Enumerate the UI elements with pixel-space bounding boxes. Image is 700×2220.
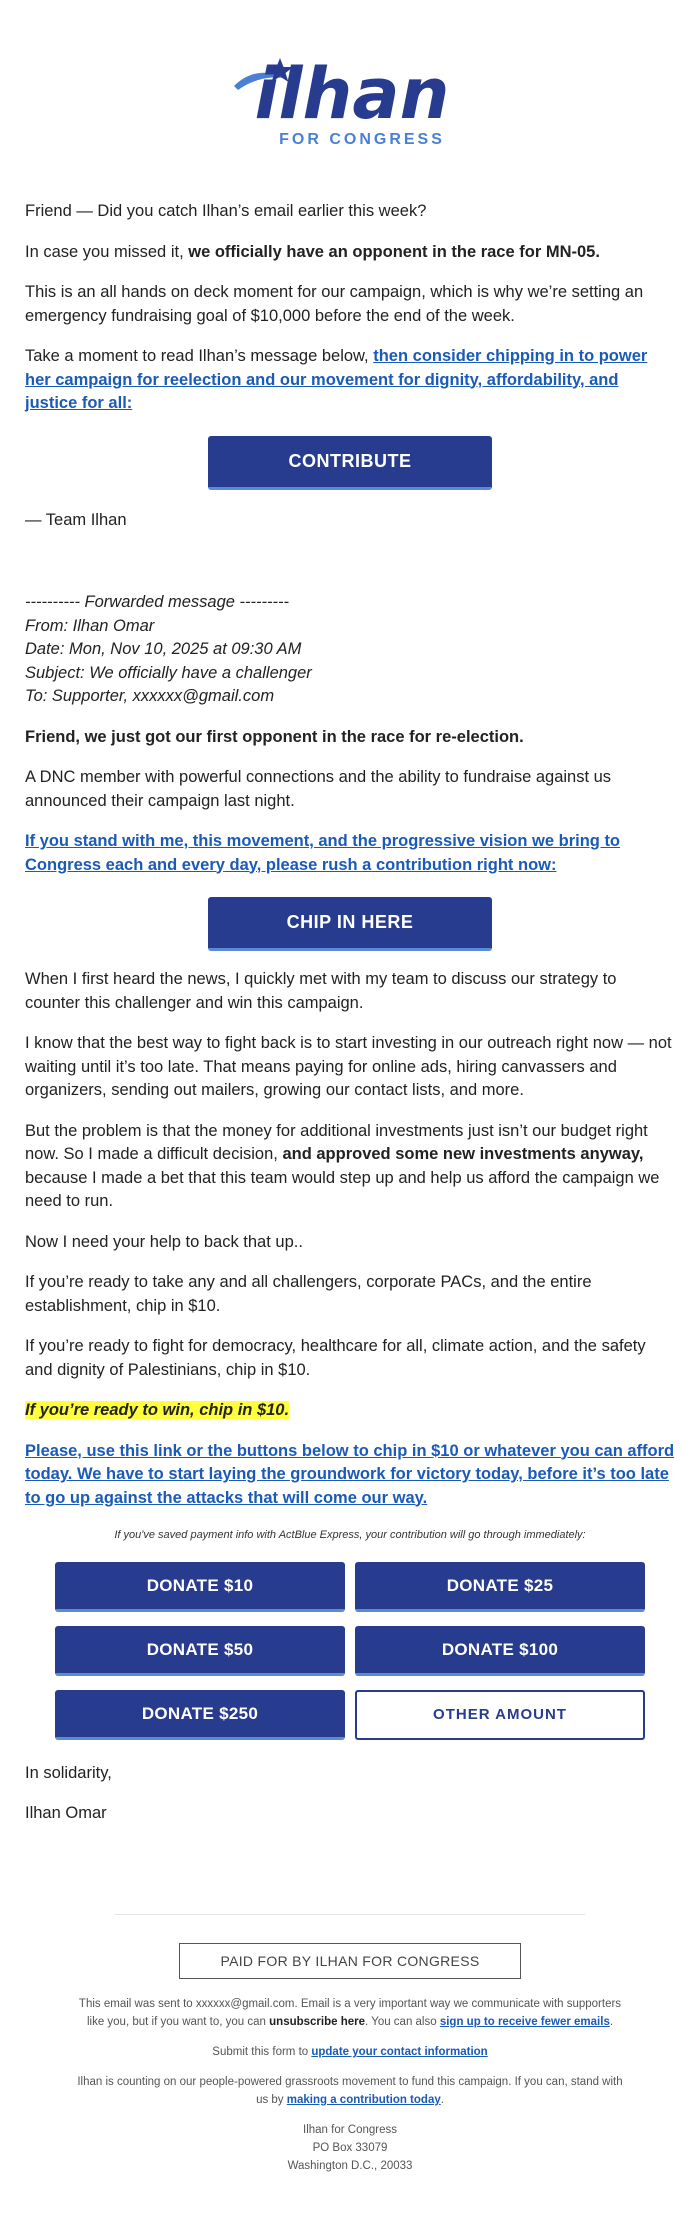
- sent-mid2: . You can also: [365, 2016, 440, 2028]
- sent-end: .: [609, 2016, 614, 2028]
- logo-wordmark: ilhan: [254, 53, 450, 135]
- footer-divider: [115, 1914, 585, 1915]
- sent-pre: This email was sent to: [78, 1998, 196, 2010]
- address-line: Ilhan for Congress: [303, 2124, 397, 2136]
- problem-text: But the problem is that the money for additional investments just isn’t our budget right now. So I made a difficult decision,: [25, 1121, 648, 1163]
- forwarded-to: To: Supporter, xxxxxx@gmail.com: [25, 687, 275, 705]
- chip-in-button[interactable]: CHIP IN HERE: [208, 897, 492, 951]
- other-amount-button[interactable]: OTHER AMOUNT: [355, 1690, 645, 1740]
- intro-p2-bold: we officially have an opponent in the race for MN-05.: [188, 242, 600, 261]
- forwarded-header-block: [25, 591, 675, 709]
- email-content: [25, 200, 675, 1826]
- donate-25-button[interactable]: DONATE $25: [355, 1562, 645, 1612]
- update-contact-link[interactable]: update your contact information: [311, 2046, 488, 2058]
- logo-mark: [230, 48, 470, 148]
- forwarded-date: Date: Mon, Nov 10, 2025 at 09:30 AM: [25, 640, 302, 658]
- donate-100-button[interactable]: DONATE $100: [355, 1626, 645, 1676]
- footer: [70, 1914, 630, 2175]
- footer-address: [70, 2121, 630, 2175]
- intro-p2-text: In case you missed it,: [25, 242, 189, 261]
- unsubscribe-link[interactable]: unsubscribe here: [269, 2016, 366, 2028]
- need-help-paragraph: Now I need your help to back that up..: [25, 1232, 303, 1251]
- intro-paragraph-4: [25, 345, 675, 416]
- donate-button-grid: [55, 1562, 645, 1740]
- counting-end: .: [440, 2094, 444, 2106]
- chip-in-link[interactable]: then consider chipping in to power her campaign for reelection and our movement for dignity, affordability, and justice for all:: [25, 347, 648, 412]
- problem-bold: and approved some new investments anyway,: [282, 1145, 644, 1163]
- counting-pre: Ilhan is counting on our people-powered grassroots movement to fund this campaign. If you can, stand with us by: [77, 2076, 623, 2106]
- ready-paragraph-2: If you’re ready to fight for democracy, healthcare for all, climate action, and the safety and dignity of Palestinians, chip in $10.: [25, 1337, 646, 1379]
- investing-paragraph: I know that the best way to fight back is to start investing in our outreach right now — not waiting until it’s too late. That means paying for online ads, hiring canvassers and organizers, sending out mailers, growing our contact lists, and more.: [25, 1034, 672, 1099]
- signature: Ilhan Omar: [25, 1804, 107, 1822]
- paid-for-by-box: PAID FOR BY ILHAN FOR CONGRESS: [179, 1943, 521, 1979]
- first-heard-paragraph: When I first heard the news, I quickly met with my team to discuss our strategy to counter this challenger and win this campaign.: [25, 970, 617, 1012]
- team-signoff: — Team Ilhan: [25, 510, 127, 529]
- highlight-text: If you’re ready to win, chip in $10.: [25, 1401, 290, 1419]
- intro-paragraph-3: This is an all hands on deck moment for our campaign, which is why we’re setting an emergency fundraising goal of $10,000 before the end of the week.: [25, 283, 644, 325]
- intro-p4-text: Take a moment to read Ilhan’s message below,: [25, 347, 374, 365]
- forwarded-subject: Subject: We officially have a challenger: [25, 663, 312, 682]
- footer-counting-line: [70, 2073, 630, 2109]
- dnc-paragraph: A DNC member with powerful connections and the ability to fundraise against us announced their campaign last night.: [25, 768, 612, 810]
- closing: In solidarity,: [25, 1763, 112, 1782]
- footer-sent-notice: [70, 1995, 630, 2031]
- lead-bold: Friend, we just got our first opponent in the race for re-election.: [25, 727, 524, 746]
- ilhan-logo: [0, 48, 700, 148]
- contribute-button[interactable]: CONTRIBUTE: [208, 436, 492, 490]
- stand-with-me-link[interactable]: If you stand with me, this movement, and the progressive vision we bring to Congress each and every day, please rush a contribution right now:: [25, 832, 621, 874]
- make-contribution-link[interactable]: making a contribution today: [286, 2094, 441, 2106]
- recipient-email: xxxxxx@gmail.com: [195, 1998, 295, 2010]
- footer-update-line: [70, 2043, 630, 2061]
- address-line: Washington D.C., 20033: [287, 2160, 413, 2172]
- donate-250-button[interactable]: DONATE $250: [55, 1690, 345, 1740]
- actblue-express-note: If you've saved payment info with ActBlue Express, your contribution will go through immediately:: [114, 1529, 586, 1541]
- sent-mid: . Email is a very important way we communicate with supporters like you, but if you want to, you can: [86, 1998, 622, 2028]
- address-line: PO Box 33079: [312, 2142, 388, 2154]
- forwarded-from: From: Ilhan Omar: [25, 616, 155, 635]
- forwarded-divider: ---------- Forwarded message ---------: [25, 593, 289, 611]
- intro-paragraph-2: [25, 241, 675, 265]
- problem-text-end: because I made a bet that this team would step up and help us afford the campaign we need to run.: [25, 1168, 660, 1210]
- donate-10-button[interactable]: DONATE $10: [55, 1562, 345, 1612]
- fewer-emails-link[interactable]: sign up to receive fewer emails: [439, 2016, 610, 2028]
- problem-paragraph: [25, 1120, 675, 1214]
- ready-paragraph-1: If you’re ready to take any and all challengers, corporate PACs, and the entire establishment, chip in $10.: [25, 1273, 592, 1315]
- submit-pre: Submit this form to: [212, 2046, 312, 2058]
- logo-tagline: FOR CONGRESS: [279, 131, 445, 148]
- please-chip-in-link[interactable]: Please, use this link or the buttons below to chip in $10 or whatever you can afford today. We have to start laying the groundwork for victory today, before it’s too late to go up against the attacks that will come our way.: [25, 1441, 675, 1507]
- greeting: Friend — Did you catch Ilhan’s email earlier this week?: [25, 202, 427, 220]
- donate-50-button[interactable]: DONATE $50: [55, 1626, 345, 1676]
